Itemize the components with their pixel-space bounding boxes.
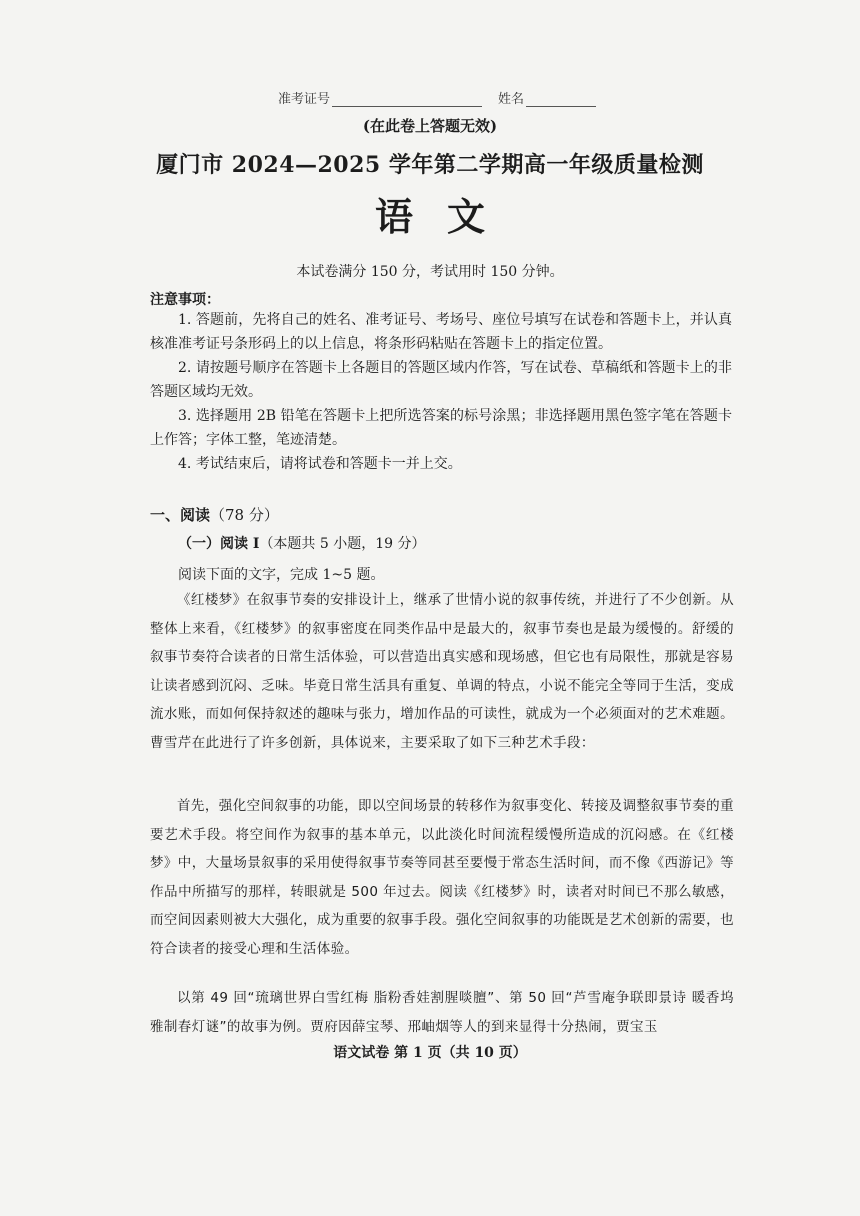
passage-paragraph: 首先，强化空间叙事的功能，即以空间场景的转移作为叙事变化、转接及调整叙事节奏的重要艺术手段。将空间作为叙事的基本单元，以此淡化时间流程缓慢所造成的沉闷感。在《红楼梦》中，大量场景叙事的采用使得叙事节奏等同甚至要慢于常态生活时间，而不像《西游记》等作品中所描写的那样，转眼就是 500 年过去。阅读《红楼梦》时，读者对时间已不那么敏感，而空间因素则被大大强化，成为重要的叙事手段。强化空间叙事的功能既是艺术创新的需要，也符合读者的接受心理和生活体验。 [150, 798, 734, 957]
score-time-note: 本试卷满分 150 分，考试用时 150 分钟。 [296, 264, 564, 280]
notice-item: 2. 请按题号顺序在答题卡上各题目的答题区域内作答，写在试卷、草稿纸和答题卡上的非答题区域均无效。 [150, 360, 732, 400]
subsection-title: （一）阅读 I [178, 536, 260, 552]
section-title: 一、阅读 [150, 506, 211, 524]
invalid-answer-note: (在此卷上答题无效) [362, 117, 498, 135]
admission-number-label: 准考证号 [278, 92, 331, 107]
subsection-heading [178, 533, 426, 553]
notice-heading: 注意事项： [150, 292, 220, 308]
passage-paragraph: 《红楼梦》在叙事节奏的安排设计上，继承了世情小说的叙事传统，并进行了不少创新。从整体上来看，《红楼梦》的叙事密度在同类作品中是最大的，叙事节奏也是最为缓慢的。舒缓的叙事节奏符合读者的日常生活体验，可以营造出真实感和现场感，但它也有局限性，那就是容易让读者感到沉闷、乏味。毕竟日常生活具有重复、单调的特点，小说不能完全等同于生活，变成流水账，而如何保持叙述的趣味与张力，增加作品的可读性，就成为一个必须面对的艺术难题。曹雪芹在此进行了许多创新，具体说来，主要采取了如下三种艺术手段： [150, 592, 734, 751]
subject-title: 语文 [374, 194, 519, 239]
notice-item: 4. 考试结束后，请将试卷和答题卡一并上交。 [178, 456, 462, 472]
admission-number-blank [332, 94, 482, 107]
page-footer: 语文试卷 第 1 页（共 10 页） [333, 1045, 527, 1061]
section-points: （78 分） [210, 506, 279, 524]
exam-title: 厦门市 2024—2025 学年第二学期高一年级质量检测 [156, 152, 704, 178]
notice-item: 1. 答题前，先将自己的姓名、准考证号、考场号、座位号填写在试卷和答题卡上，并认真核准准考证号条形码上的以上信息，将条形码粘贴在答题卡上的指定位置。 [150, 312, 732, 352]
admission-name-line [278, 88, 596, 107]
name-blank [526, 94, 596, 107]
passage-paragraph: 以第 49 回“琉璃世界白雪红梅 脂粉香娃割腥啖膻”、第 50 回“芦雪庵争联即景诗 暖香坞雅制春灯谜”的故事为例。贾府因薛宝琴、邢岫烟等人的到来显得十分热闹，贾宝玉 [150, 990, 734, 1035]
subsection-note: （本题共 5 小题，19 分） [259, 536, 426, 552]
reading-instruction: 阅读下面的文字，完成 1~5 题。 [178, 567, 385, 583]
notice-item: 3. 选择题用 2B 铅笔在答题卡上把所选答案的标号涂黑；非选择题用黑色签字笔在答题卡上作答；字体工整，笔迹清楚。 [150, 408, 732, 448]
section-heading [150, 504, 279, 525]
name-label: 姓名 [498, 92, 525, 107]
